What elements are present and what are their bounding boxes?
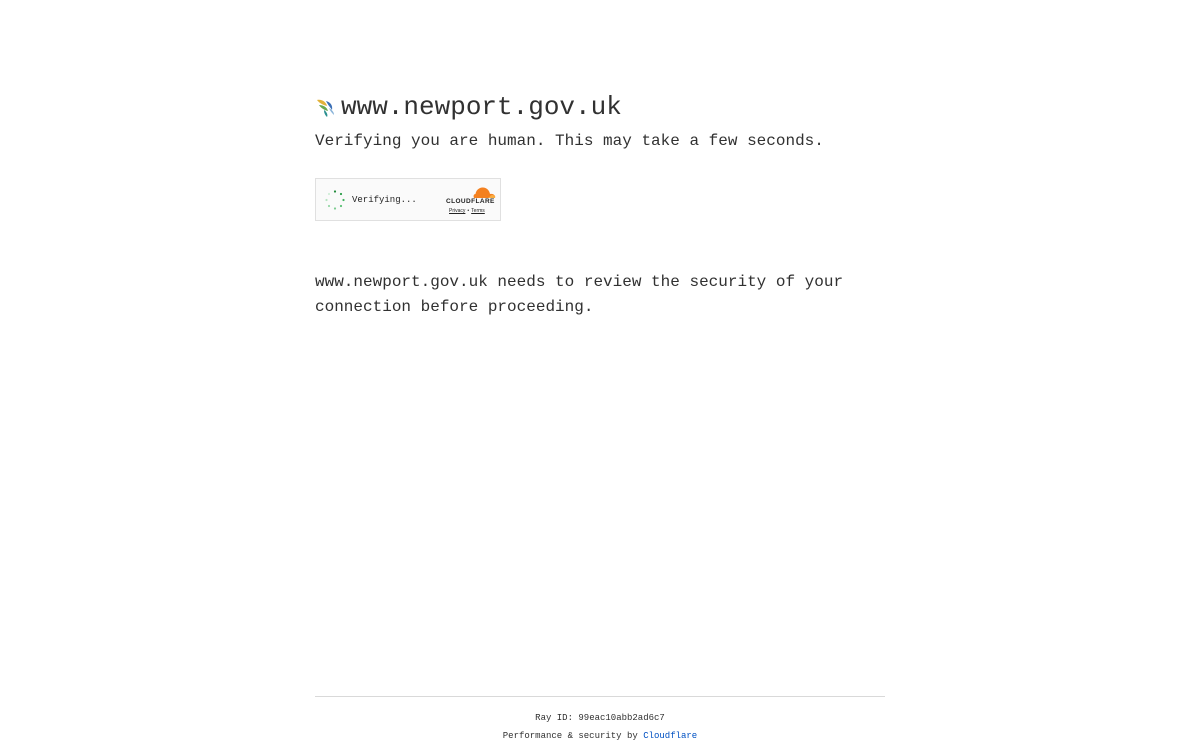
ray-id-line	[315, 709, 885, 727]
ray-id-value: 99eac10abb2ad6c7	[578, 713, 665, 723]
spinner-icon	[325, 190, 345, 210]
cloudflare-wordmark: CLOUDFLARE	[446, 198, 495, 205]
turnstile-widget[interactable]	[315, 178, 501, 221]
challenge-main	[315, 90, 885, 316]
privacy-link[interactable]: Privacy	[449, 208, 466, 214]
footer	[315, 709, 885, 745]
ray-id-label: Ray ID:	[535, 713, 573, 723]
verification-subtitle: Verifying you are human. This may take a few seconds.	[315, 132, 824, 150]
site-heading	[315, 90, 885, 124]
link-separator: •	[467, 208, 470, 214]
site-title: www.newport.gov.uk	[341, 92, 622, 122]
widget-links	[449, 208, 485, 214]
performance-line	[315, 727, 885, 745]
footer-divider	[315, 696, 885, 697]
cloudflare-link[interactable]: Cloudflare	[643, 731, 698, 741]
terms-link[interactable]: Terms	[471, 208, 485, 214]
verifying-status: Verifying...	[352, 195, 417, 205]
security-notice: www.newport.gov.uk needs to review the security of your connection before proceeding.	[315, 273, 844, 316]
newport-logo-icon	[315, 96, 337, 118]
performance-label: Performance & security by	[502, 731, 638, 741]
